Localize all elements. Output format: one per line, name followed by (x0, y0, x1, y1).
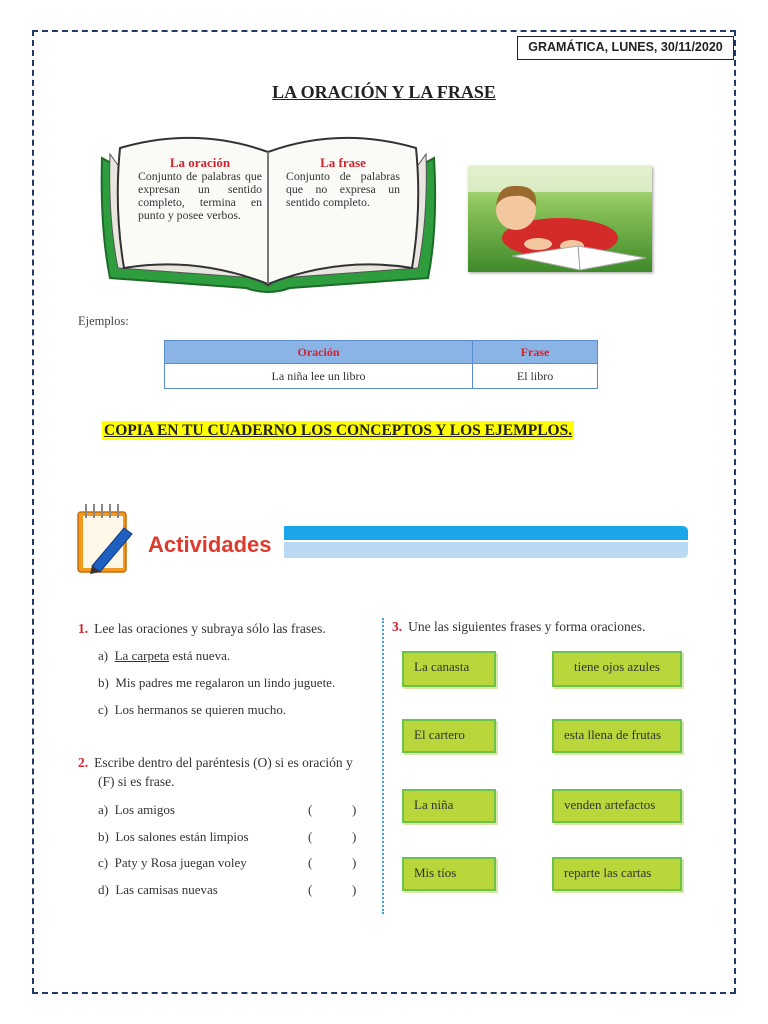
q2-answer-a-open: ( (308, 802, 313, 817)
activities-title: Actividades (148, 532, 272, 557)
match-left-4: Mis tíos (402, 857, 496, 891)
table-row (165, 364, 598, 389)
right-page-text (286, 156, 400, 209)
q1-item-b (98, 675, 335, 691)
q1-item-c-letter: c) (98, 702, 109, 717)
question-2-text-line1: Escribe dentro del paréntesis (O) si es oración y (94, 755, 353, 770)
q2-answer-b-close: ) (352, 829, 357, 844)
examples-table (164, 340, 598, 389)
match-left-2: El cartero (402, 719, 496, 753)
q2-item-c-text: Paty y Rosa juegan voley (114, 855, 247, 870)
notebook-pen-icon (74, 500, 136, 576)
question-1 (78, 621, 326, 637)
q2-answer-d-open: ( (308, 882, 313, 897)
left-page-title: La oración (169, 155, 231, 170)
question-2 (78, 755, 353, 771)
q2-item-c-letter: c) (98, 855, 109, 870)
q2-item-a (98, 802, 175, 818)
example-oracion: La niña lee un libro (165, 364, 473, 389)
activities-header-bar (284, 524, 688, 558)
q2-answer-d-close: ) (352, 882, 357, 897)
left-page-text (138, 156, 262, 222)
column-divider (382, 618, 384, 914)
q2-item-d-letter: d) (98, 882, 109, 897)
match-left-3: La niña (402, 789, 496, 823)
page-title: LA ORACIÓN Y LA FRASE (272, 82, 496, 102)
q1-item-a-rest: está nueva. (169, 648, 231, 663)
q2-answer-c-close: ) (352, 855, 357, 870)
q2-answer-a-close: ) (352, 802, 357, 817)
q2-answer-b-open: ( (308, 829, 313, 844)
right-page-title: La frase (320, 155, 366, 170)
question-2-text-line2: (F) si es frase. (98, 774, 175, 789)
right-page-definition: Conjunto de palabras que no expresa un sentido completo. (286, 169, 400, 209)
date-header: GRAMÁTICA, LUNES, 30/11/2020 (517, 36, 734, 60)
q2-item-d-text: Las camisas nuevas (115, 882, 218, 897)
q2-item-c (98, 855, 247, 871)
question-1-text: Lee las oraciones y subraya sólo las frases. (94, 621, 326, 636)
examples-label: Ejemplos: (78, 314, 129, 328)
q1-item-a-underlined: La carpeta (114, 648, 170, 663)
q2-item-b-letter: b) (98, 829, 109, 844)
question-1-number: 1. (78, 621, 89, 636)
q1-item-b-text: Mis padres me regalaron un lindo juguete. (115, 675, 336, 690)
q2-item-a-text: Los amigos (114, 802, 175, 817)
table-header-row (165, 341, 598, 364)
match-left-1: La canasta (402, 651, 496, 687)
match-right-1: tiene ojos azules (552, 651, 682, 687)
q1-item-c-text: Los hermanos se quieren mucho. (114, 702, 287, 717)
q1-item-b-letter: b) (98, 675, 109, 690)
q2-item-b (98, 829, 249, 845)
question-3-text: Une las siguientes frases y forma oraciones. (408, 619, 646, 634)
example-frase: El libro (473, 364, 598, 389)
boy-reading-photo (468, 166, 652, 272)
header-oracion: Oración (165, 341, 473, 364)
q2-answer-c-open: ( (308, 855, 313, 870)
question-3 (392, 619, 645, 635)
copy-instruction: COPIA EN TU CUADERNO LOS CONCEPTOS Y LOS EJEMPLOS. (104, 422, 573, 439)
match-right-2: esta llena de frutas (552, 719, 682, 753)
match-right-3: venden artefactos (552, 789, 682, 823)
match-right-4: reparte las cartas (552, 857, 682, 891)
q1-item-a (98, 648, 230, 664)
q1-item-c (98, 702, 286, 718)
open-book-illustration (96, 118, 440, 296)
q2-item-a-letter: a) (98, 802, 109, 817)
question-3-number: 3. (392, 619, 403, 634)
header-frase: Frase (473, 341, 598, 364)
question-2-number: 2. (78, 755, 89, 770)
q2-item-b-text: Los salones están limpios (115, 829, 249, 844)
q2-item-d (98, 882, 218, 898)
q1-item-a-letter: a) (98, 648, 109, 663)
left-page-definition: Conjunto de palabras que expresan un sentido completo, termina en punto y posee verbos. (138, 169, 262, 222)
